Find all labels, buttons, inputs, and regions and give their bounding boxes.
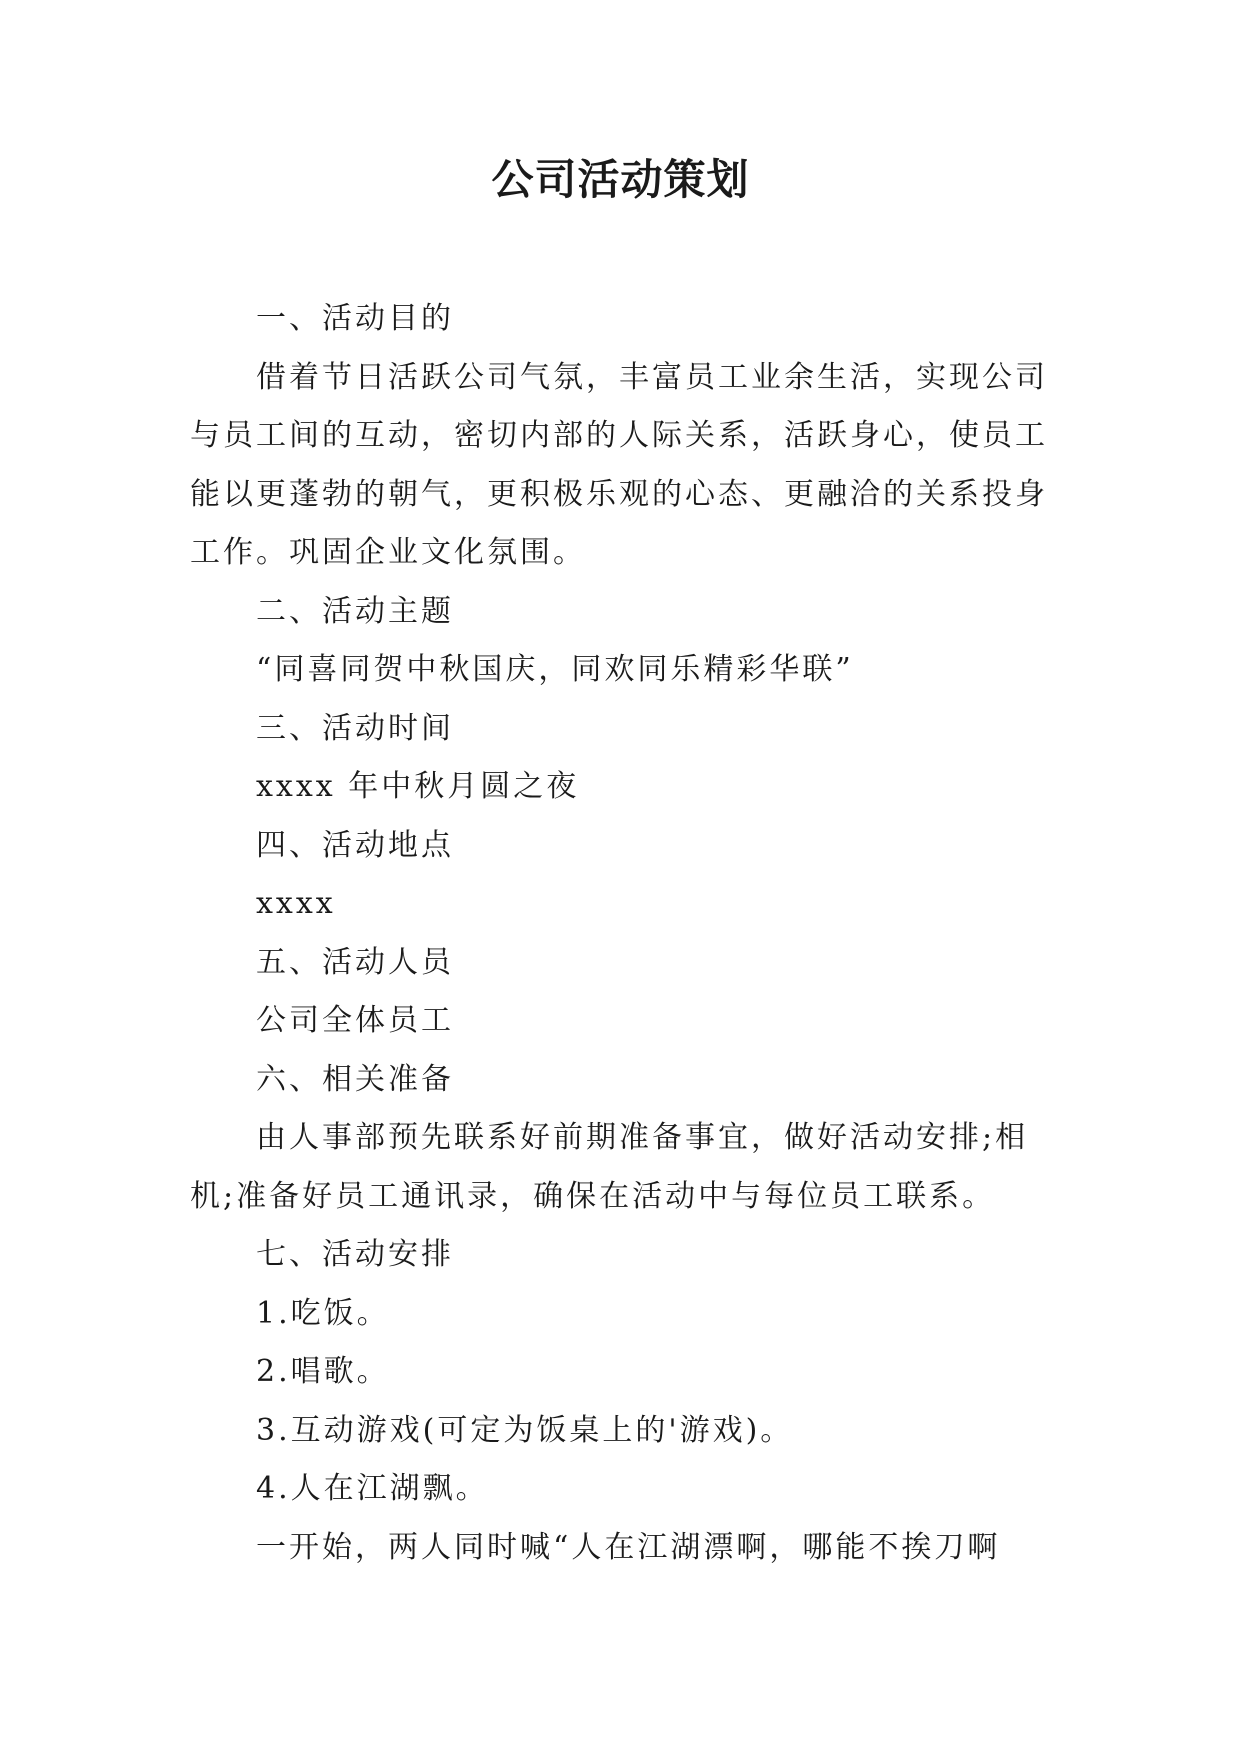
heading-preparation: 六、相关准备 (256, 1061, 454, 1097)
list-item: 4.人在江湖飘。 (256, 1471, 489, 1506)
paragraph-line: 公司全体员工 (256, 1003, 454, 1038)
heading-participants: 五、活动人员 (256, 944, 454, 980)
heading-purpose: 一、活动目的 (256, 301, 454, 336)
paragraph-line: xxxx 年中秋月圆之夜 (256, 769, 580, 804)
paragraph-line: 由人事部预先联系好前期准备事宜，做好活动安排;相 (256, 1120, 1029, 1155)
paragraph-line: 一开始，两人同时喊“人在江湖漂啊，哪能不挨刀啊 (256, 1529, 1001, 1565)
list-item: 1.吃饭。 (256, 1295, 390, 1331)
heading-time: 三、活动时间 (256, 710, 454, 746)
paragraph-line: 与员工间的互动，密切内部的人际关系，活跃身心，使员工 (190, 418, 1048, 453)
paragraph-line: 机;准备好员工通讯录，确保在活动中与每位员工联系。 (190, 1178, 996, 1214)
heading-theme: 二、活动主题 (256, 593, 454, 629)
paragraph-line: 能以更蓬勃的朝气，更积极乐观的心态、更融洽的关系投身 (190, 476, 1048, 512)
list-item: 3.互动游戏(可定为饭桌上的'游戏)。 (256, 1412, 794, 1448)
document-title: 公司活动策划 (491, 155, 750, 204)
paragraph-line: “同喜同贺中秋国庆，同欢同乐精彩华联” (256, 652, 854, 687)
heading-schedule: 七、活动安排 (256, 1237, 454, 1272)
list-item: 2.唱歌。 (256, 1354, 390, 1389)
paragraph-line: xxxx (256, 886, 336, 921)
paragraph-line: 工作。巩固企业文化氛围。 (190, 535, 586, 570)
paragraph-line: 借着节日活跃公司气氛，丰富员工业余生活，实现公司 (256, 359, 1048, 395)
heading-location: 四、活动地点 (256, 827, 454, 863)
document-body (190, 290, 1060, 1577)
